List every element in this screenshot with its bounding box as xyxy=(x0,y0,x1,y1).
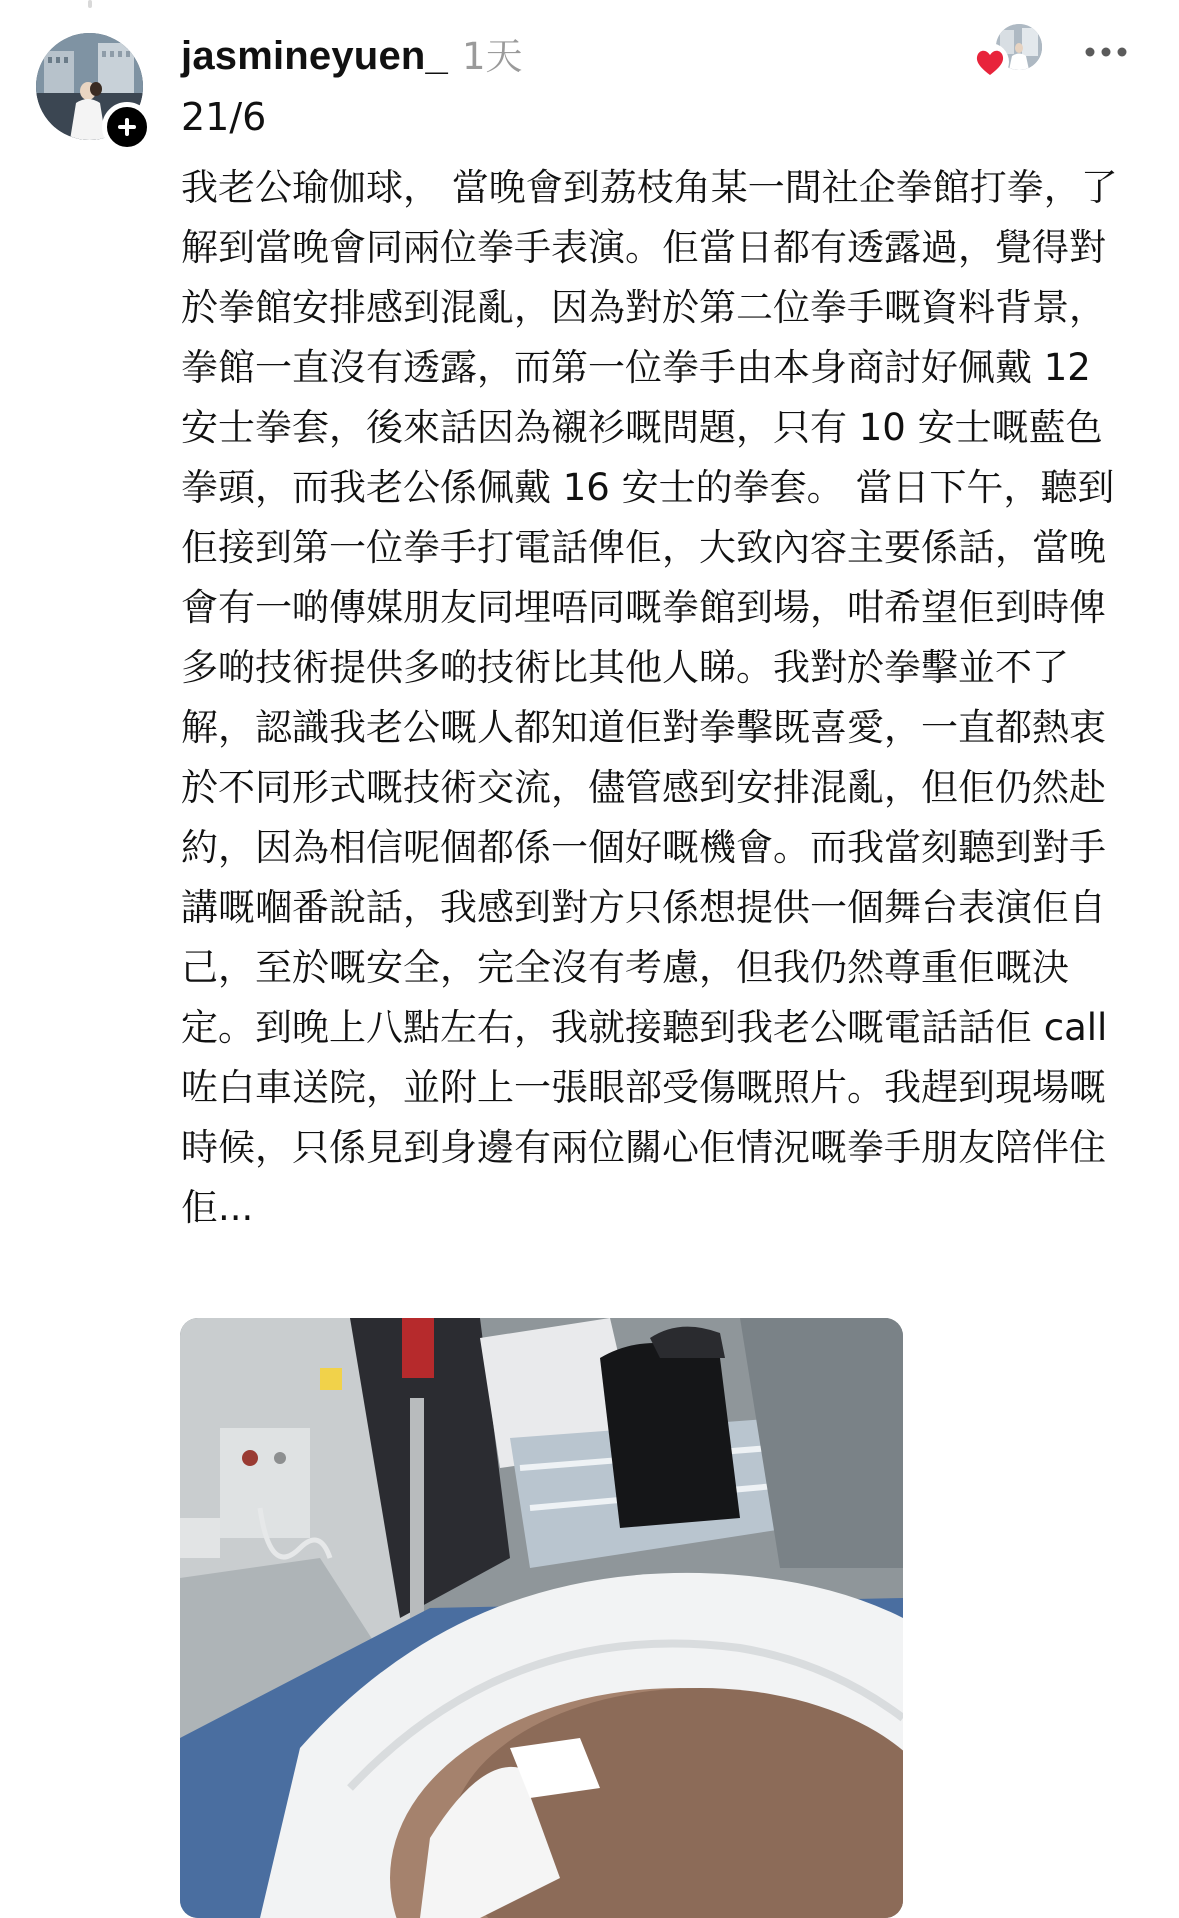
author-username[interactable]: jasmineyuen_ xyxy=(181,34,448,78)
liked-by-indicator[interactable] xyxy=(970,22,1042,82)
more-options-button[interactable] xyxy=(1078,34,1134,70)
post-timestamp: 1天 xyxy=(461,35,523,78)
heart-icon xyxy=(970,42,1010,82)
more-options-icon xyxy=(1084,46,1128,58)
post-body-text: 我老公瑜伽球， 當晚會到荔枝角某一間社企拳館打拳，了解到當晚會同兩位拳手表演。佢當日都有透露過，覺得對於拳館安排感到混亂，因為對於第二位拳手嘅資料背景，拳館一直沒有透露，而第一位拳手由本身商討好佩戴 12 安士拳套，後來話因為襯衫嘅問題，只有 10 安士嘅藍色拳頭，而我老公係佩戴 16 安士的拳套。 當日下午，聽到佢接到第一位拳手打電話俾佢，大致內容主要係話，當晚會有一啲傳媒朋友同埋唔同嘅拳館到場，咁希望佢到時俾多啲技術提供多啲技術比其他人睇。我對於拳擊並不了解，認識我老公嘅人都知道佢對拳擊既喜愛，一直都熱衷於不同形式嘅技術交流，儘管感到安排混亂，但佢仍然赴約，因為相信呢個都係一個好嘅機會。而我當刻聽到對手講嘅嗰番說話，我感到對方只係想提供一個舞台表演佢自己，至於嘅安全，完全沒有考慮，但我仍然尊重佢嘅決定。到晚上八點左右，我就接聽到我老公嘅電話話佢 call 咗白車送院，並附上一張眼部受傷嘅照片。我趕到現場嘅時候，只係見到身邊有兩位關心佢情況嘅拳手朋友陪伴住佢... xyxy=(181,166,1118,1229)
post-image[interactable] xyxy=(180,1318,903,1918)
post-header xyxy=(181,26,523,78)
post-date-line: 21/6 xyxy=(181,95,267,139)
hospital-bed-photo-icon xyxy=(180,1318,903,1918)
follow-button[interactable] xyxy=(102,102,152,152)
plus-icon xyxy=(116,116,138,138)
thread-connector xyxy=(88,0,92,8)
